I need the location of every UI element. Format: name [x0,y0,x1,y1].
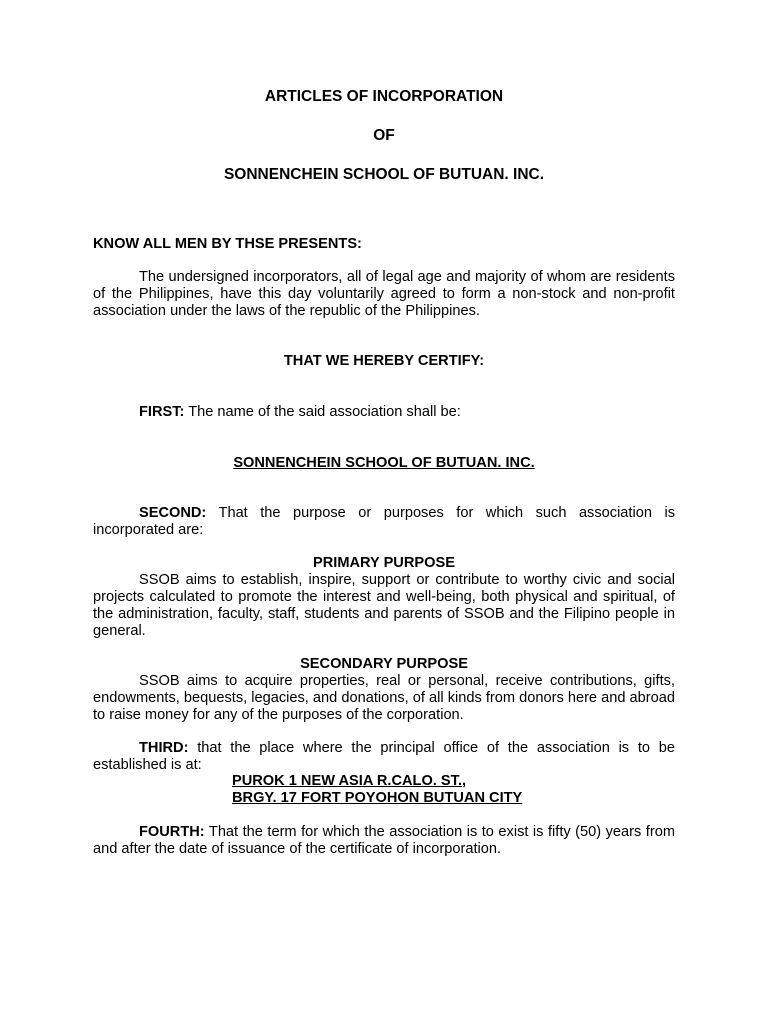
article-fourth-text: That the term for which the association is to exist is fifty (50) years from and after the date of issuance of the certificate of incorporation. [93,824,675,857]
primary-purpose-text: SSOB aims to establish, inspire, support or contribute to worthy civic and social projects calculated to promote the interest and well-being, both physical and spiritual, of the administration, faculty, staff, students and parents of SSOB and the Filipino people in general. [93,572,675,639]
article-first [93,404,675,421]
article-fourth-label: FOURTH: [139,824,205,840]
certify-heading: THAT WE HEREBY CERTIFY: [283,353,485,369]
address-line-2: BRGY. 17 FORT POYOHON BUTUAN CITY [232,790,523,806]
article-fourth [93,824,675,858]
title-line-2: OF [373,127,395,144]
article-third [93,740,675,774]
article-third-label: THIRD: [139,740,189,756]
address-line-1: PUROK 1 NEW ASIA R.CALO. ST., [232,773,467,789]
primary-purpose-heading: PRIMARY PURPOSE [313,555,455,571]
article-first-text: The name of the said association shall be: [184,404,461,420]
title-line-3: SONNENCHEIN SCHOOL OF BUTUAN. INC. [223,166,545,183]
article-second-label: SECOND: [139,505,207,521]
secondary-purpose-heading: SECONDARY PURPOSE [300,656,468,672]
article-second-text: That the purpose or purposes for which such association is incorporated are: [93,505,675,538]
preamble-heading: KNOW ALL MEN BY THSE PRESENTS: [93,236,362,252]
secondary-purpose-text: SSOB aims to acquire properties, real or personal, receive contributions, gifts, endowments, bequests, legacies, and donations, of all kinds from donors here and abroad to raise money for any of the purposes of the corporation. [93,673,675,723]
article-second [93,505,675,539]
preamble-paragraph: The undersigned incorporators, all of legal age and majority of whom are residents of the Philippines, have this day voluntarily agreed to form a non-stock and non-profit association under the laws of the republic of the Philippines. [93,269,675,319]
association-name: SONNENCHEIN SCHOOL OF BUTUAN. INC. [233,455,535,471]
title-line-1: ARTICLES OF INCORPORATION [264,88,504,105]
article-third-text: that the place where the principal office of the association is to be established is at: [93,740,675,773]
article-first-label: FIRST: [139,404,185,420]
